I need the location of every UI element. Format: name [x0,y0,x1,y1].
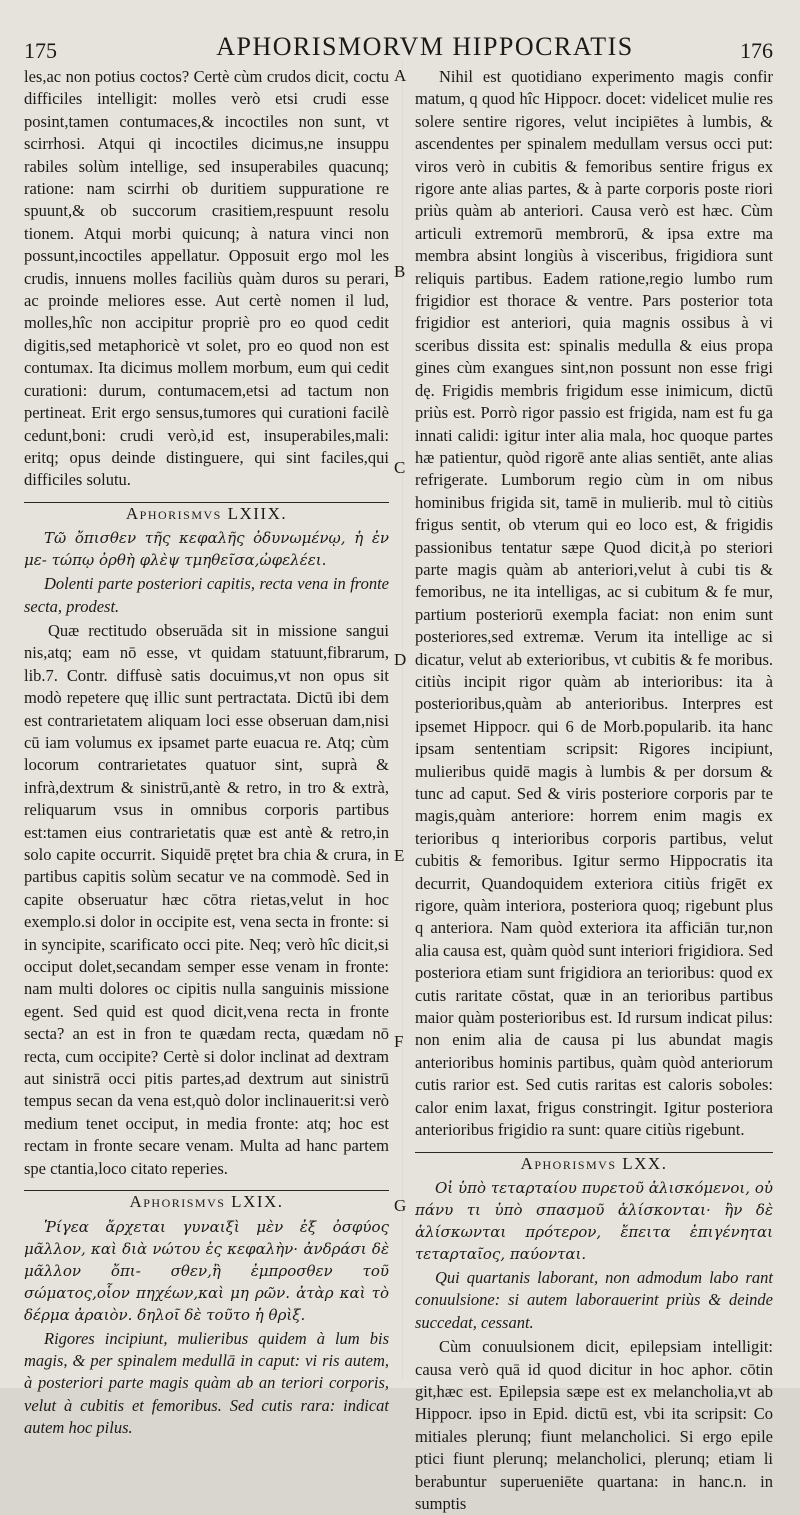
margin-letter-e: E [394,846,405,865]
greek-text: Ῥίγεα ἄρχεται γυναιξὶ μὲν ἐξ ὀσφύος μᾶλλον, καὶ διὰ νώτου ἐς κεφαλὴν· ἀνδράσι δὲ μᾶλλον ὄπι- σθεν,ἢ ἐμπροσθεν τοῦ σώματος,οἷον πηχέων,καὶ μη ρῶν. ἀτὰρ καὶ τὸ δέρμα ἀραιὸν. δηλοῖ δὲ τοῦτο ἡ θρὶξ. [24,1217,389,1324]
page-number-left: 175 [24,38,57,63]
greek-text: Οἱ ὑπὸ τεταρταίου πυρετοῦ ἁλισκόμενοι, οὐ πάνυ τι ὑπὸ σπασμοῦ ἁλίσκονται· ἢν δὲ ἁλίσκωνται πρότερον, ἔπειτα ἐπιγένηται τεταρταῖος, παύονται. [415,1178,773,1263]
margin-letter-d: D [394,650,407,669]
aphorism-heading: Aphorismvs LXIX. [129,1192,284,1212]
latin-translation: Dolenti parte posteriori capitis, recta vena in fronte secta, prodest. [24,574,389,616]
latin-translation: Rigores incipiunt, mulieribus quidem à lum bis magis, & per spinalem medullā in caput: vi ris autem, à posteriori parte magis quàm ab an teriori corporis, velut à cubitis et femoribus. Sed cutis rara: indicat autem hoc pilus. [24,1328,389,1438]
commentary-paragraph: Cùm conuulsionem dicit, epilepsiam intelligit: causa verò quā id quod dicitur in hoc aphor. cōtin git,hæc est. Epilepsia sæpe est ex melancholia,vt ab Hippocr. ipso in Epid. dictū est, vbi ita scripsit: Co mitiales plerunq; fiunt melancholici. Si ergo epile ptici fiunt plerunq; melancholici, plerunq; etiam li berabuntur superueniēte quartana: in hanc.n. in sumptis [415,1337,773,1513]
aphorism-heading: Aphorismvs LXX. [520,1153,668,1173]
commentary-paragraph: Quæ rectitudo obseruāda sit in missione sangui nis,atq; eam nō esse, vt quidam statuunt,fibrarum, lib.7. Contr. diffusè satis docuimus,vt non opus sit modò repetere quę illic sunt pertractata. Dictū ibi dem est contrarietatem aliquam loci esse obseruan dam,nisi cū iam volumus ex ipsamet parte euacua re. Atq; cùm locorum contrarietates quatuor sint, suprà & infrà,dextrum & sinistrū,antè & retro, in tro & extrà, reliquarum vsus in omnibus corporis partibus est:tamen eius contrarietatis quæ est antè & retro,in solo capite occurrit. Siquidē prętet bra chia & crura, in partibus capitis solùm secatur ve na commodè. Sed in capite obseruatur hæc cōtra rietas,velut in hoc exemplo.si dolor in occipite est, vena secta in fronte: si in syncipite, scarificato occi pite. Neq; verò hîc dicit,si occiput dolet,secandam semper esse venam in fronte: nam multi dolores oc cipitis nulla sanguinis missione egent. Sed quid est quod dicit,vena recta in fronte secta? an est in fron te quædam recta, quædam nō recta, cum occipite? Certè si dolor inclinat ad dextram aut sinistrā occi pitis partes,ad dextrum aut sinistrū tempus secan da vena est,quò dolor inclinauerit:si verò medium tenet occiput, in media fronte: atq; hoc est rectam in fronte secare venam. Multa ad hanc partem spe ctantia,loco citato reperies. [24,620,389,1178]
commentary-paragraph: Nihil est quotidiano experimento magis confir matum, q quod hîc Hippocr. docet: videlicet mulie res solere sentire rigores, velut incipiētes à lumbis, & ascendentes per spinalem medullam versus occi put: viros verò in cubitis & femoribus sentire frigus ex rigore ante alias partes, & à parte corporis poste riori priùs quàm ab anteriori. Causa verò est hæc. Cùm articuli extremorū membrorū, & ipsa extre ma membra absint longiùs à visceribus, frigidiora sunt reliquis partibus. Eadem ratione,regio lumbo rum frigidior est thorace & ventre. Pars posterior tota frigidior est anteriori, quia magnis ossibus à vi sceribus dissita est: spinalis medulla & eius propa gines cùm exangues sint,non possunt non esse frigi dę. Frigidis membris frigidum esse inimicum, dictū priùs est. Porrò rigor passio est frigida, nam est fu ga innati calidi: igitur inter alia mala, hoc quoque partes hæ patientur, quòd rigorē ante alias sentiēt, ante alias refrigerate. Lumborum regio cùm in om nibus hominibus frigida sit, tamē in mulierib. mul tò citiùs frigus sentit, ob vterum qui eo loco est, & frigidis passionibus tentatur sæpe Quod dicit,à po steriori parte magis quàm ab anteriori,velut à cubi tis & femoribus, ne ita intelligas, ac si cubitum & fe mur, partium posteriorū exempla faciat: non enim sunt posteriores,sed extremæ. Verum ita intellige ac si dicatur, velut ab exterioribus, vt cubitis & fe moribus. citiùs incipit rigor quàm ab interioribus: ita à posterioribus,quàm ab anterioribus. Interpres est ipsemet Hippocr. qui 6 de Morb.popularib. ita hanc ipsam sententiam scripsit: Rigores incipiunt, mulieribus quidē magis à lumbis & per dorsum & tunc ad caput. Sed & viris posteriore corporis par te magis,quàm anteriore: horrem enim magis ex terioribus q interioribus corporis partibus, velut cubitis & femoribus. Igitur sermo Hippocratis ita decurrit, Quandoquidem exteriora citiùs frigēt ex rigore, quàm interiora, posteriora quoq; rigebunt plus q anteriora. Nam quòd exteriora ita afficiān tur,non alia causa est, quàm quòd sunt interiori frigidiora. Sed posteriora etiam sunt frigidiora an terioribus: quod ex cutis raritate cōstat, quæ in an terioribus partibus maior quàm posterioribus est. Id rursum indicat pilus: non enim alia de causa pi lus abundat magis anterioribus hominis partibus, quàm quòd anteriorum cutis rarior est. Sed cutis raritas est caloris soboles: calor enim laxat, frigus constringit. Igitur posteriora anterioribus frigidio ra sunt: quare citiùs rigebunt. [415,67,773,1140]
margin-letter-f: F [394,1032,404,1051]
greek-text: Τῶ ὄπισθεν τῆς κεφαλῆς ὀδυνωμένῳ, ἡ ἐν με- τώπῳ ὀρθὴ φλὲψ τμηθεῖσα,ὠφελέει. [24,529,389,570]
margin-letter-g: G [394,1196,407,1215]
margin-letters [388,0,418,1388]
left-column [24,66,389,1438]
margin-letter-b: B [394,262,406,281]
commentary-paragraph: les,ac non potius coctos? Certè cùm crudos dicit, coctu difficiles intelligit: molles verò etsi crudi esse posint,tamen contumaces,& incoctiles non sunt, vt scirrhosi. Atqui qi incoctiles dicimus,ne insuppu rabiles solùm intellige, sed insuperabiles quacunq; ratione: nam scirrhi ob duritiem suppuratione re spuunt,& ob succorum crasitiem,respuunt resolu tionem. Atqui morbi quicunq; à natura vinci non possunt,incoctiles appellatur. Opposuit ergo mol les crudis, innuens molles faciliùs quàm duros su perari, ac proinde meliores esse. Aut certè nomen il lud, molles,hîc non accipitur propriè pro eo quod cedit digitis,sed metaphoricè vt solet, pro eo quod non est contumax. Ita dicimus mollem morbum, eum qui cedit curationi: durum, contumacem,etsi ad tactum non pertineat. Erit ergo sensus,tumores qui curationi facilè cedunt,boni: crudi verò,id est, insuperabiles,mali: eritq; opus deinde distinguere, qui sint faciles,qui difficiles solutu. [24,67,389,490]
margin-letter-c: C [394,458,406,477]
running-title: APHORISMORVM HIPPOCRATIS [216,32,634,61]
latin-translation: Qui quartanis laborant, non admodum labo rant conuulsione: si autem laborauerint priùs & deinde succedat, cessant. [415,1267,773,1332]
margin-letter-a: A [394,66,407,85]
page-number-right: 176 [740,38,773,63]
aphorism-heading: Aphorismvs LXIIX. [125,503,288,523]
right-column [415,66,773,1513]
